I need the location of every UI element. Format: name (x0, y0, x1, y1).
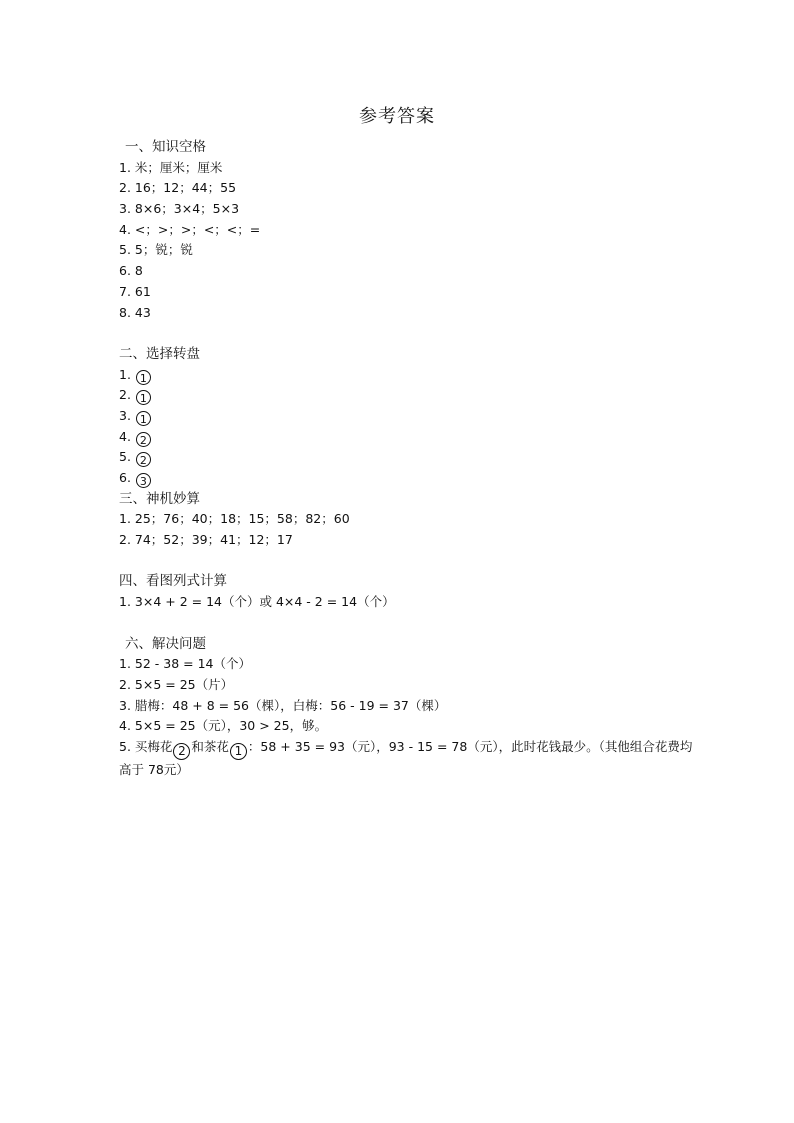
answer-line: 1. 52 - 38 = 14（个） (119, 656, 251, 672)
section-heading-problem-solving: 六、解决问题 (125, 635, 206, 652)
answer-line: 1. 3×4 + 2 = 14（个）或 4×4 - 2 = 14（个） (119, 594, 395, 610)
section-heading-knowledge-blanks: 一、知识空格 (125, 139, 206, 155)
choice-answer-line (119, 468, 699, 489)
choice-number: 2. (119, 387, 131, 403)
spacer (119, 323, 699, 344)
answer-line: 2. 16；12；44；55 (119, 180, 237, 196)
circled-number-icon: 2 (136, 452, 151, 467)
answer-line: 3. 8×6；3×4；5×3 (119, 201, 240, 217)
choice-number: 3. (119, 407, 131, 423)
circled-number-icon: 1 (230, 743, 247, 760)
answer-content (119, 137, 699, 781)
answer-line: 4. <；>；>；<；<；= (119, 221, 261, 237)
answer-text: ：58 + 35 = 93（元），93 - 15 = 78（元），此时花钱最少。（其他组合花费均高于 78元） (119, 738, 693, 777)
choice-number: 6. (119, 470, 131, 485)
answer-line: 3. 腊梅：48 + 8 = 56（棵），白梅：56 - 19 = 37（棵） (119, 697, 447, 713)
spacer (119, 551, 699, 572)
choice-answer-line (119, 427, 699, 448)
choice-number: 4. (119, 428, 131, 444)
choice-number: 5. (119, 449, 131, 465)
choice-number: 1. (119, 366, 131, 382)
circled-number-icon: 1 (136, 370, 151, 385)
choice-answer-line (119, 447, 699, 468)
choice-answer-line (119, 365, 699, 386)
answer-line: 1. 25；76；40；18；15；58；82；60 (119, 511, 350, 527)
answer-line: 4. 5×5 = 25（元），30 > 25，够。 (119, 718, 328, 734)
section-heading-multiple-choice: 二、选择转盘 (119, 345, 200, 362)
answer-line-multiline (119, 737, 699, 781)
page-title: 参考答案 (359, 106, 435, 127)
spacer (119, 613, 699, 634)
circled-number-icon: 2 (173, 743, 190, 760)
circled-number-icon: 2 (136, 432, 151, 447)
choice-answer-line (119, 385, 699, 406)
circled-number-icon: 1 (136, 390, 151, 405)
section-heading-picture-calculation: 四、看图列式计算 (119, 573, 227, 590)
answer-text: 和茶花 (191, 738, 229, 754)
answer-line: 2. 5×5 = 25（片） (119, 676, 234, 692)
answer-line: 5. 5；锐；锐 (119, 242, 193, 258)
section-heading-calculation: 三、神机妙算 (119, 490, 200, 507)
answer-line: 6. 8 (119, 263, 143, 279)
answer-line: 1. 米；厘米；厘米 (119, 159, 223, 175)
answer-line: 7. 61 (119, 283, 151, 299)
answer-line: 2. 74；52；39；41；12；17 (119, 532, 293, 548)
circled-number-icon: 3 (136, 473, 151, 488)
choice-answer-line (119, 406, 699, 427)
circled-number-icon: 1 (136, 411, 151, 426)
answer-text: 5. 买梅花 (119, 738, 173, 754)
answer-line: 8. 43 (119, 304, 151, 320)
